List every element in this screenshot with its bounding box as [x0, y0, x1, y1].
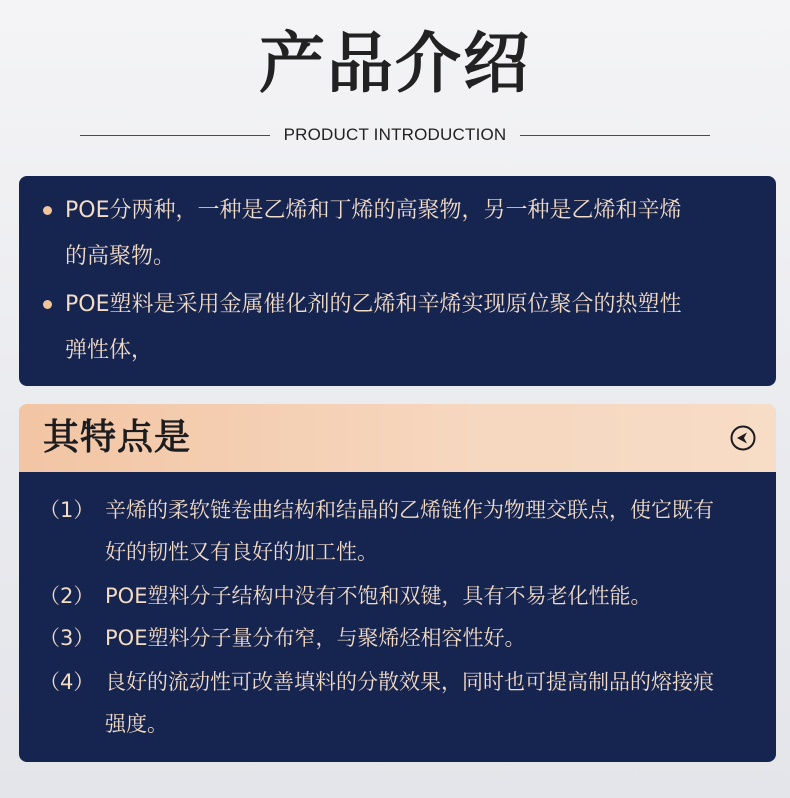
intro-item-2-line2: 弹性体，: [65, 338, 154, 363]
intro-item-2-line1: POE塑料是采用金属催化剂的乙烯和辛烯实现原位聚合的热塑性: [65, 292, 682, 317]
bullet-dot-icon: [43, 300, 52, 309]
feature-number: （1）: [39, 498, 95, 522]
feature-item-4-line2: 强度。: [105, 712, 168, 736]
features-header: [19, 404, 776, 472]
feature-item-3-line1: POE塑料分子量分布窄，与聚烯烃相容性好。: [105, 626, 526, 650]
intro-item-1-line1: POE分两种，一种是乙烯和丁烯的高聚物，另一种是乙烯和辛烯: [65, 198, 682, 223]
feature-number: （2）: [39, 584, 95, 608]
intro-item-1-line2: 的高聚物。: [65, 244, 176, 269]
subtitle-row: [0, 122, 790, 148]
subtitle-divider-right: [520, 135, 710, 136]
bullet-dot-icon: [43, 206, 52, 215]
feature-item-1-line1: 辛烯的柔软链卷曲结构和结晶的乙烯链作为物理交联点，使它既有: [105, 498, 714, 522]
page-subtitle: PRODUCT INTRODUCTION: [283, 125, 507, 144]
circle-arrow-left-icon: [730, 425, 756, 451]
features-card: [19, 472, 776, 762]
feature-item-3: [39, 617, 769, 659]
feature-number: （3）: [39, 626, 95, 650]
page-title: 产品介绍: [259, 25, 531, 102]
features-heading: 其特点是: [43, 417, 192, 458]
feature-item-1-line2: 好的韧性又有良好的加工性。: [105, 540, 378, 564]
intro-card: [19, 176, 776, 386]
feature-item-4: [39, 661, 769, 736]
intro-item-1: [65, 188, 765, 280]
intro-item-2: [65, 282, 765, 374]
subtitle-divider-left: [80, 135, 270, 136]
feature-item-2-line1: POE塑料分子结构中没有不饱和双键，具有不易老化性能。: [105, 584, 652, 608]
feature-item-4-line1: 良好的流动性可改善填料的分散效果，同时也可提高制品的熔接痕: [105, 670, 714, 694]
feature-item-2: [39, 575, 769, 617]
feature-number: （4）: [39, 670, 95, 694]
feature-item-1: [39, 489, 769, 564]
